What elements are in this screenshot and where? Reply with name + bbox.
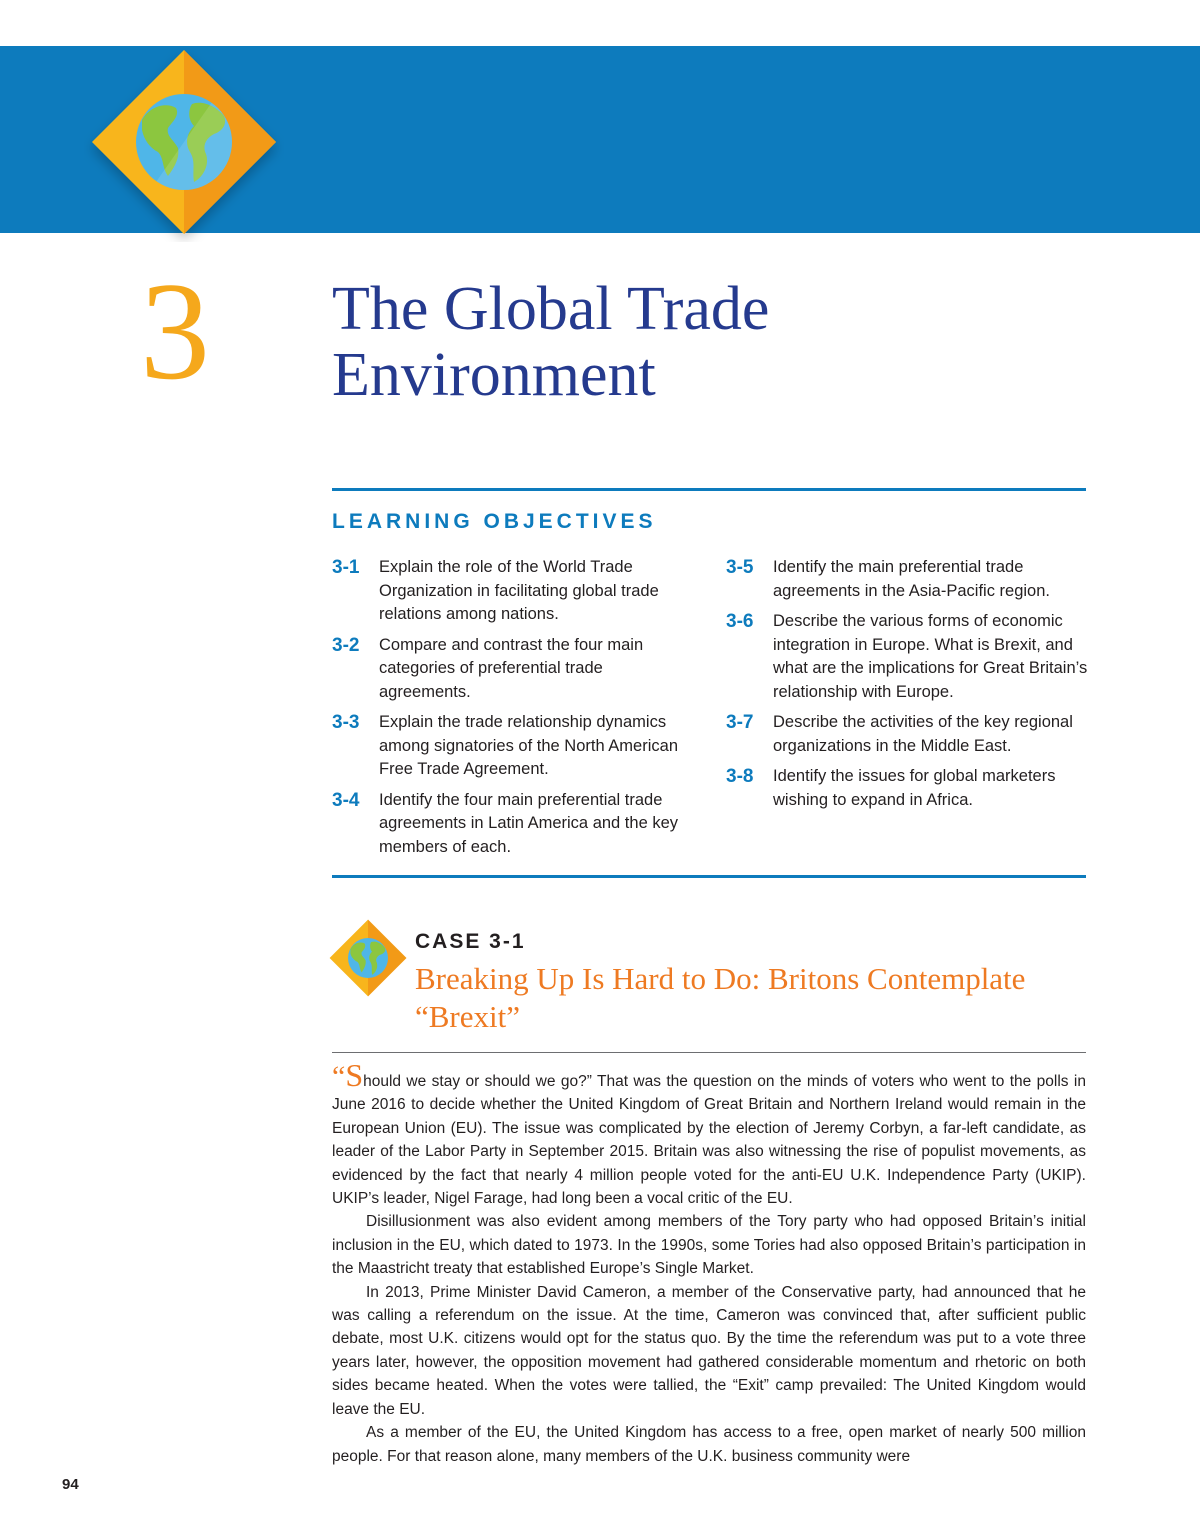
case-body — [332, 1057, 1086, 1468]
globe-diamond-icon — [84, 42, 284, 242]
paragraph: Disillusionment was also evident among members of the Tory party who had opposed Britain’s initial inclusion in the EU, which dated to 1973. In the 1990s, some Tories had also opposed Britain’s participation in the Maastricht treaty that established Europe’s Single Market. — [332, 1213, 1086, 1278]
chapter-number: 3 — [140, 254, 210, 409]
objective-number: 3-5 — [726, 557, 754, 578]
case-divider — [332, 1052, 1086, 1053]
objective-number: 3-7 — [726, 712, 754, 733]
case-title: Breaking Up Is Hard to Do: Britons Contemplate “Brexit” — [415, 961, 1026, 1034]
objective-text: Describe the various forms of economic integration in Europe. What is Brexit, and what are the implications for Great Britain’s relationship with Europe. — [773, 612, 1088, 701]
objective-text: Compare and contrast the four main categories of preferential trade agreements. — [379, 635, 644, 701]
objectives-left-column — [332, 556, 694, 866]
objective-number: 3-4 — [332, 789, 360, 811]
paragraph: In 2013, Prime Minister David Cameron, a member of the Conservative party, had announced that he was calling a referendum on the issue. At the time, Cameron was convinced that, after sufficient public debate, most U.K. citizens would opt for the status quo. By the time the referendum was put to a vote three years later, however, the opposition movement had gathered considerable momentum and rhetoric on both sides became heated. When the votes were tallied, the “Exit” camp prevailed: The United Kingdom would leave the EU. — [332, 1283, 1086, 1418]
paragraph — [332, 1057, 1086, 1210]
chapter-title-line2: Environment — [332, 341, 656, 409]
chapter-title — [332, 276, 1092, 408]
open-quote: “ — [332, 1060, 346, 1093]
objectives-bottom-rule — [332, 875, 1086, 878]
objective-number: 3-1 — [332, 557, 360, 578]
objective-number: 3-2 — [332, 634, 360, 656]
case-label: CASE 3-1 — [415, 930, 526, 953]
globe-diamond-icon — [328, 918, 408, 998]
paragraph: As a member of the EU, the United Kingdom has access to a free, open market of nearly 500 million people. For that reason alone, many members of the U.K. business community were — [332, 1424, 1086, 1465]
objective-text: Explain the trade relationship dynamics among signatories of the North American Free Trade Agreement. — [379, 713, 678, 778]
objective-item — [332, 789, 694, 860]
objective-text: Identify the four main preferential trade agreements in Latin America and the key members of each. — [379, 790, 679, 856]
objective-number: 3-8 — [726, 766, 754, 787]
objective-item — [726, 556, 1088, 603]
objective-number: 3-3 — [332, 712, 360, 733]
page-number: 94 — [62, 1476, 79, 1493]
objective-item — [332, 556, 694, 627]
objective-text: Describe the activities of the key regional organizations in the Middle East. — [773, 713, 1073, 755]
objective-item — [726, 610, 1088, 704]
paragraph-text: hould we stay or should we go?” That was the question on the minds of voters who went to the polls in June 2016 to decide whether the United Kingdom of Great Britain and Northern Ireland would remain in the European Union (EU). The issue was complicated by the election of Jeremy Corbyn, a far-left candidate, as leader of the Labor Party in September 2015. Britain was also witnessing the rise of populist movements, as evidenced by the fact that nearly 4 million people voted for the anti-EU U.K. Independence Party (UKIP). UKIP’s leader, Nigel Farage, had long been a vocal critic of the EU. — [332, 1073, 1086, 1208]
objectives-right-column — [726, 556, 1088, 819]
drop-letter: S — [345, 1057, 364, 1093]
objective-number: 3-6 — [726, 611, 754, 632]
objectives-top-rule — [332, 488, 1086, 491]
learning-objectives-heading: LEARNING OBJECTIVES — [332, 510, 657, 533]
objective-text: Explain the role of the World Trade Organization in facilitating global trade relations among nations. — [379, 558, 659, 623]
chapter-title-line1: The Global Trade — [332, 275, 770, 343]
objective-item — [726, 765, 1088, 812]
objective-text: Identify the issues for global marketers wishing to expand in Africa. — [773, 767, 1056, 809]
objective-item — [332, 634, 694, 705]
objective-text: Identify the main preferential trade agreements in the Asia-Pacific region. — [773, 558, 1050, 600]
objective-item — [332, 711, 694, 782]
objective-item — [726, 711, 1088, 758]
